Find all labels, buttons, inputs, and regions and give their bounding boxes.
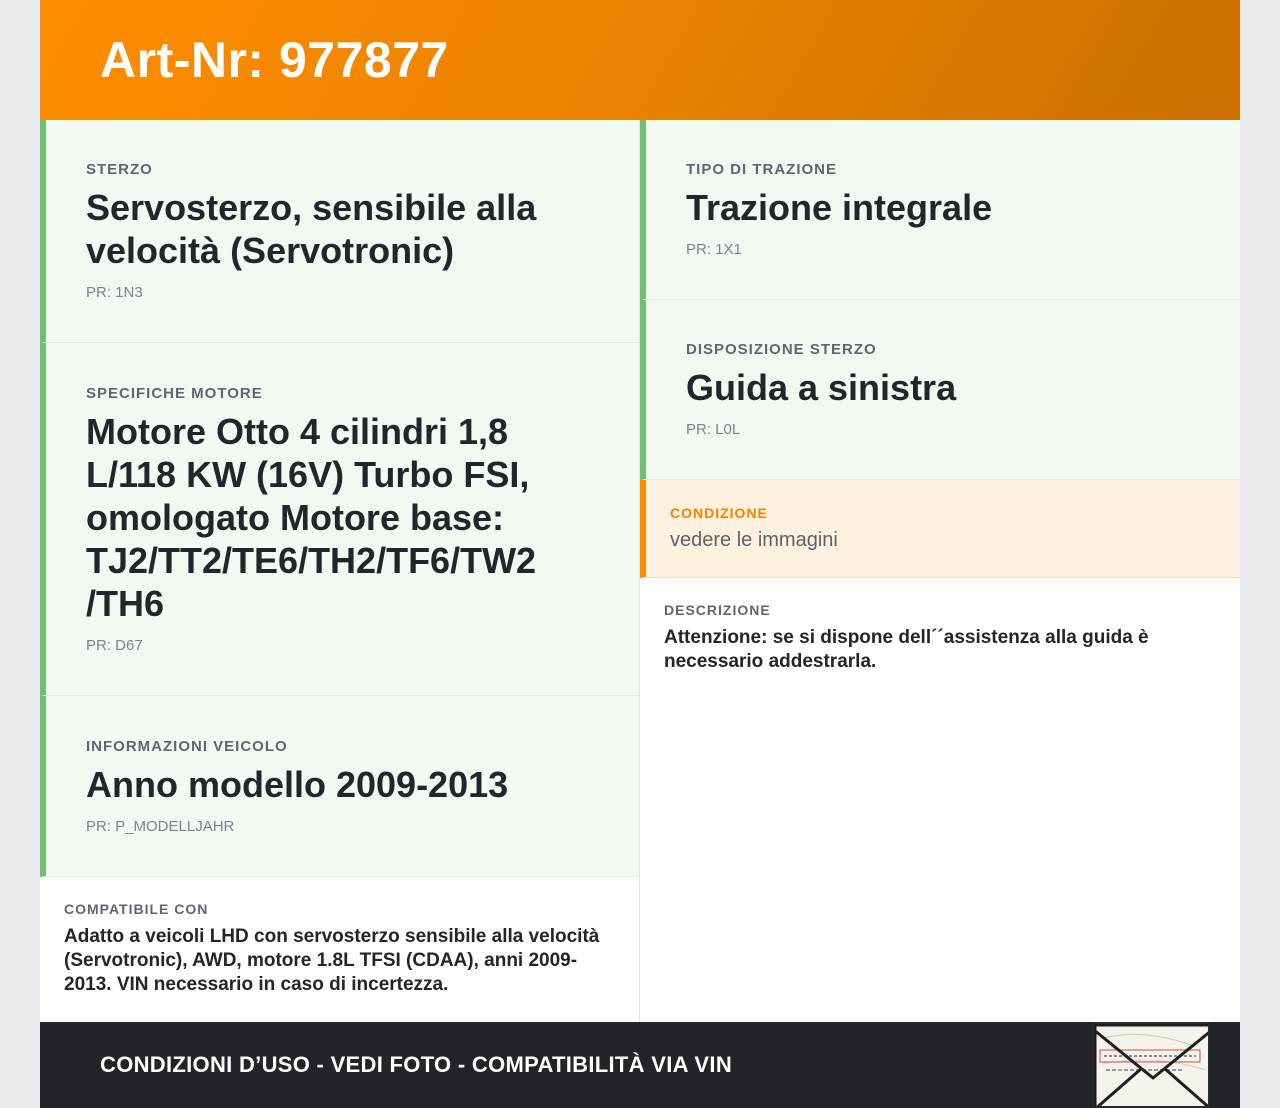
- spec-label: TIPO DI TRAZIONE: [686, 161, 837, 178]
- spec-value: Trazione integrale: [686, 187, 993, 228]
- spec-card-steering: [40, 120, 639, 343]
- spec-label: STERZO: [86, 161, 153, 178]
- right-column: [640, 120, 1240, 1022]
- description-section: [640, 578, 1240, 674]
- description-label: DESCRIZIONE: [664, 602, 771, 618]
- product-sheet: [40, 0, 1240, 1108]
- spec-label: SPECIFICHE MOTORE: [86, 384, 263, 402]
- footer-text: CONDIZIONI D’USO - VEDI FOTO - COMPATIBILITÀ VIA VIN: [100, 1052, 733, 1077]
- footer-bar: [40, 1022, 1240, 1108]
- header-banner: [40, 0, 1240, 120]
- description-text: Attenzione: se si dispone dell´´assistenza alla guida è necessario addestrarla.: [664, 627, 1149, 672]
- spec-code: PR: P_MODELLJAHR: [86, 817, 235, 835]
- article-number-title: Art-Nr: 977877: [100, 32, 449, 88]
- spec-value: Motore Otto 4 cilindri 1,8 L/118 KW (16V) Turbo FSI, omologato Motore base: TJ2/TT2/TE6/TH2/TF6/TW2 /TH6: [86, 410, 537, 624]
- spec-card-vehicle-info: [40, 696, 639, 877]
- spec-columns: [40, 120, 1240, 1022]
- condition-value: vedere le immagini: [670, 529, 838, 551]
- spec-card-steering-side: [640, 300, 1240, 480]
- spec-code: PR: 1X1: [686, 241, 742, 258]
- spec-label: DISPOSIZIONE STERZO: [686, 341, 877, 358]
- spec-value: Anno modello 2009-2013: [86, 763, 509, 805]
- spec-value: Servosterzo, sensibile alla velocità (Servotronic): [86, 187, 537, 271]
- spec-card-drive-type: [640, 120, 1240, 300]
- spec-label: INFORMAZIONI VEICOLO: [86, 737, 288, 755]
- spec-card-engine: [40, 343, 639, 696]
- left-column: [40, 120, 640, 1022]
- spec-code: PR: L0L: [686, 421, 741, 438]
- spec-value: Guida a sinistra: [686, 367, 957, 408]
- compatible-section: [40, 877, 639, 997]
- envelope-stamp-icon: [1092, 1022, 1210, 1108]
- spec-code: PR: D67: [86, 636, 143, 654]
- spec-code: PR: 1N3: [86, 284, 143, 301]
- condition-banner: [640, 480, 1240, 578]
- compatible-label: COMPATIBILE CON: [64, 901, 209, 917]
- compatible-text: Adatto a veicoli LHD con servosterzo sensibile alla velocità (Servotronic), AWD, motore 1.8L TFSI (CDAA), anni 2009-2013. VIN necessario in caso di incertezza.: [64, 926, 600, 995]
- condition-label: CONDIZIONE: [670, 505, 768, 521]
